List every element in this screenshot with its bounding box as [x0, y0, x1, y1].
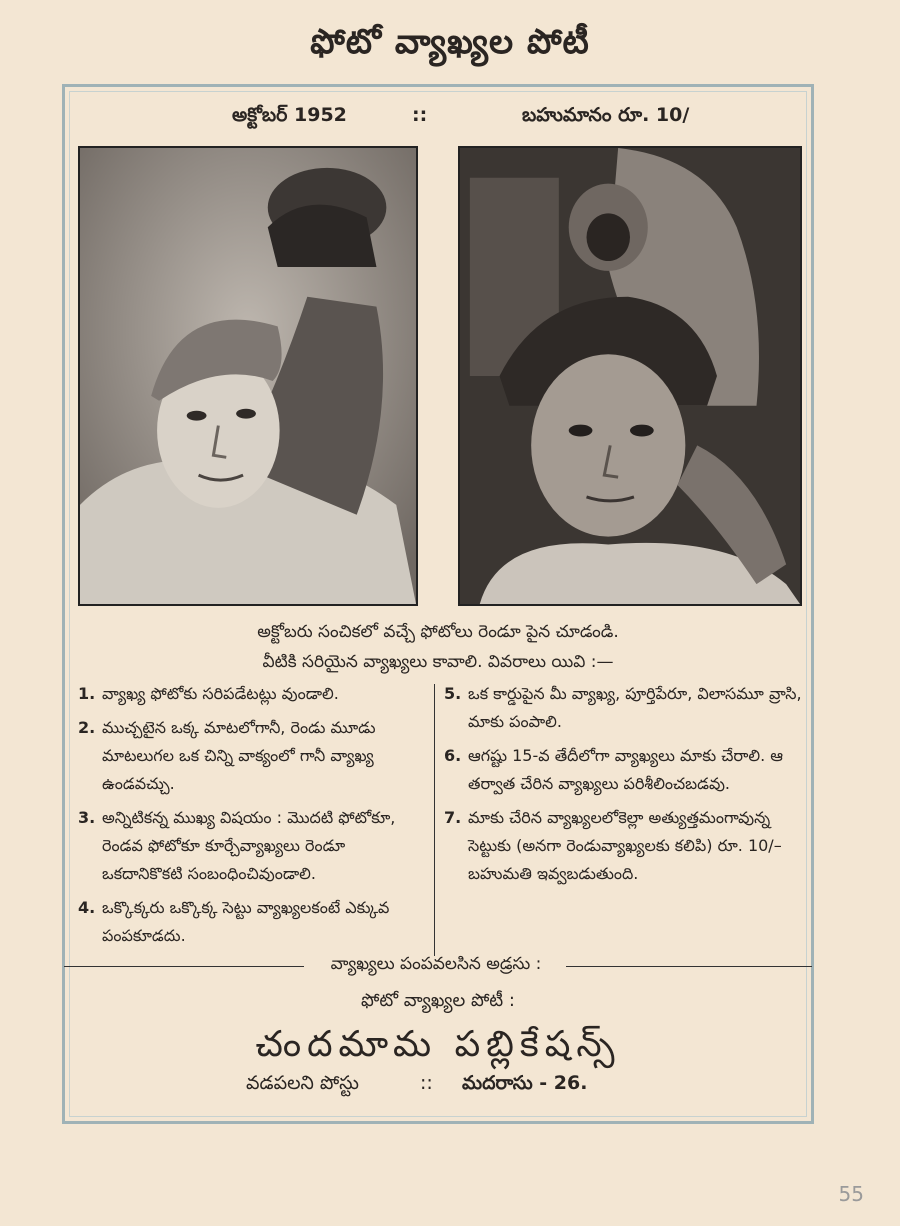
address-rule-right: [566, 966, 812, 967]
address-city: మదరాసు - 26.: [462, 1072, 588, 1094]
rule-4: [78, 894, 430, 950]
rule-number: 7.: [444, 808, 462, 827]
rule-text: ఒక కార్డుపైన మీ వ్యాఖ్య, పూర్తిపేరూ, విలాసమూ వ్రాసి, మాకు పంపాలి.: [468, 684, 802, 731]
prize-amount: బహుమానం రూ. 10/: [522, 104, 690, 126]
rule-text: మాకు చేరిన వ్యాఖ్యలలోకెల్లా అత్యుత్తమంగావున్న సెట్టుకు (అనగా రెండువ్యాఖ్యలకు కలిపి) రూ. 10/– బహుమతి ఇవ్వబడుతుంది.: [468, 808, 782, 883]
rule-text: వ్యాఖ్య ఫోటోకు సరిపడేటట్లు వుండాలి.: [102, 684, 339, 703]
address-rule-left: [64, 966, 304, 967]
photo-boy-with-monkey-image: [460, 148, 800, 604]
rule-number: 3.: [78, 808, 96, 827]
rule-3: [78, 804, 430, 888]
header-separator: ::: [412, 104, 428, 126]
rule-2: [78, 714, 430, 798]
rule-6: [444, 742, 816, 798]
intro-line-2: వీటికి సరియైన వ్యాఖ్యలు కావాలి. వివరాలు యివి :—: [262, 652, 614, 672]
column-divider: [434, 684, 435, 956]
address-separator: ::: [420, 1072, 433, 1094]
address-contest-name: ఫోటో వ్యాఖ్యల పోటీ :: [361, 990, 515, 1011]
issue-date: అక్టోబర్ 1952: [232, 104, 347, 126]
rule-text: అన్నిటికన్న ముఖ్య విషయం : మొదటి ఫోటోకూ, రెండవ ఫోటోకూ కూర్చేవ్యాఖ్యలు రెండూ ఒకదానికొకటి సంబంధించివుండాలి.: [102, 808, 396, 883]
address-publisher: చందమామ పబ్లికేషన్స్: [255, 1024, 621, 1065]
photo-boy-with-cap: [78, 146, 418, 606]
rule-7: [444, 804, 816, 888]
photo-boy-with-monkey: [458, 146, 802, 606]
rule-number: 4.: [78, 898, 96, 917]
rule-text: ముచ్చటైన ఒక్క మాటలోగానీ, రెండు మూడు మాటలుగల ఒక చిన్ని వాక్యంలో గానీ వ్యాఖ్య ఉండవచ్చు.: [102, 718, 376, 793]
page-number: 55: [838, 1182, 864, 1206]
rule-number: 1.: [78, 684, 96, 703]
rule-number: 6.: [444, 746, 462, 765]
address-heading: వ్యాఖ్యలు పంపవలసిన అడ్రసు :: [330, 954, 542, 974]
intro-line-1: అక్టోబరు సంచికలో వచ్చే ఫోటోలు రెండూ పైన చూడండి.: [257, 622, 619, 642]
rule-number: 5.: [444, 684, 462, 703]
rule-5: [444, 680, 816, 736]
rule-number: 2.: [78, 718, 96, 737]
rules-right-column: [444, 680, 816, 894]
photo-boy-with-cap-image: [80, 148, 416, 604]
rules-left-column: [78, 680, 430, 956]
rule-text: ఆగష్టు 15-వ తేదీలోగా వ్యాఖ్యలు మాకు చేరాలి. ఆ తర్వాత చేరిన వ్యాఖ్యలు పరిశీలించబడవు.: [468, 746, 784, 793]
rule-text: ఒక్కొక్కరు ఒక్కొక్క సెట్టు వ్యాఖ్యలకంటే ఎక్కువ పంపకూడదు.: [102, 898, 390, 945]
address-post-office: వడపలని పోస్టు: [246, 1072, 359, 1094]
page-title: ఫోటో వ్యాఖ్యల పోటీ: [310, 22, 590, 62]
rule-1: [78, 680, 430, 708]
